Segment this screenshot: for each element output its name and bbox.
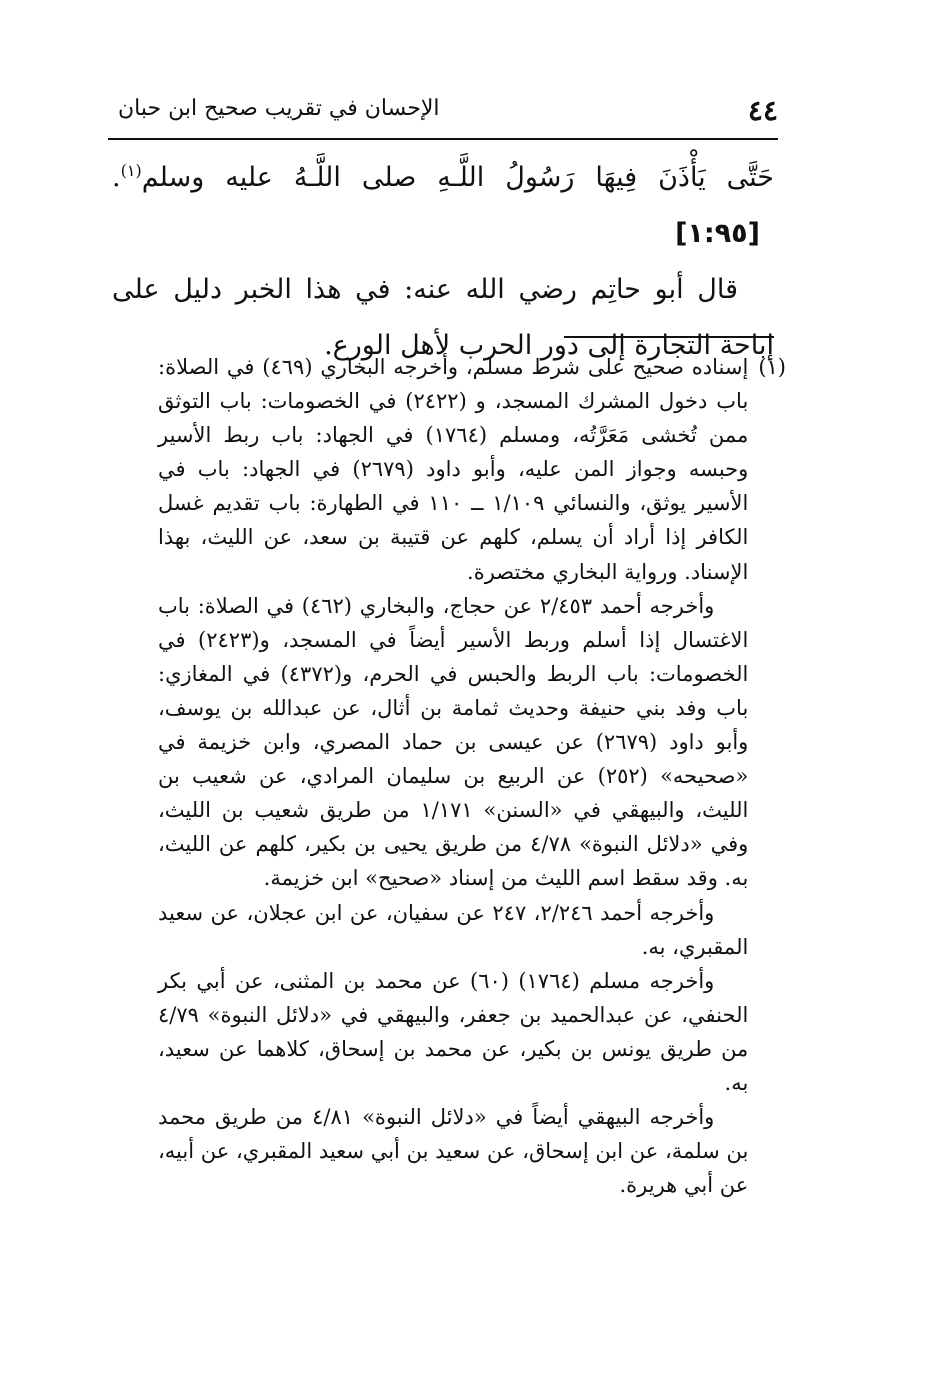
commentary: قال أبو حاتِم رضي الله عنه: في هذا الخبر دليل على إباحة التجارة إلى دور الحرب لأهل الورع.: [112, 274, 774, 361]
page-number: ٤٤: [747, 94, 778, 127]
footnote-body: [158, 350, 748, 1202]
page-header: [108, 92, 778, 132]
hadith-text: حَتَّى يَأْذَنَ فِيهَا رَسُولُ اللَّـهِ صلى اللَّـهُ عليه وسلم: [141, 162, 774, 193]
footnote-item: [106, 350, 786, 1202]
footnote-paragraph: وأخرجه أحمد ٢/٢٤٦، ٢٤٧ عن سفيان، عن ابن عجلان، عن سعيد المقبري، به.: [158, 900, 749, 959]
footnote-paragraph: وأخرجه أحمد ٢/٤٥٣ عن حجاج، والبخاري (٤٦٢) في الصلاة: باب الاغتسال إذا أسلم وربط الأسير أيضاً في المسجد، و(٢٤٢٣) في الخصومات: باب الربط والحبس في الحرم، و(٤٣٧٢) في المغازي: باب وفد بني حنيفة وحديث ثمامة بن أثال، عن عبدالله بن يوسف، وأبو داود (٢٦٧٩) عن عيسى بن حماد المصري، وابن خزيمة في «صحيحه» (٢٥٢) عن الربيع بن سليمان المرادي، عن شعيب بن الليث، والبيهقي في «السنن» ١/١٧١ من طريق شعيب بن الليث، وفي «دلائل النبوة» ٤/٧٨ من طريق يحيى بن بكير، كلهم عن الليث، به. وقد سقط اسم الليث من إسناد «صحيح» ابن خزيمة.: [158, 593, 749, 891]
main-text: [112, 150, 774, 374]
footnotes: [106, 350, 786, 1202]
hadith-reference: [١:٩٥]: [675, 218, 760, 249]
running-title: الإحسان في تقريب صحيح ابن حبان: [118, 96, 440, 121]
footnote-paragraph: إسناده صحيح على شرط مسلم، وأخرجه البخاري (٤٦٩) في الصلاة: باب دخول المشرك المسجد، و (٢٤٢٢) في الخصومات: باب التوثق ممن تُخشى مَعَرَّتُه، ومسلم (١٧٦٤) في الجهاد: باب ربط الأسير وحبسه وجواز المن عليه، وأبو داود (٢٦٧٩) في الجهاد: باب في الأسير يوثق، والنسائي ١/١٠٩ ــ ١١٠ في الطهارة: باب تقديم غسل الكافر إذا أراد أن يسلم، كلهم عن قتيبة بن سعد، عن الليث، بهذا الإسناد. ورواية البخاري مختصرة.: [158, 355, 749, 584]
header-rule: [108, 138, 778, 140]
footnote-paragraph: وأخرجه البيهقي أيضاً في «دلائل النبوة» ٤/٨١ من طريق محمد بن سلمة، عن ابن إسحاق، عن سعيد بن أبي سعيد المقبري، عن أبيه، عن أبي هريرة.: [158, 1105, 749, 1198]
hadith-line: حَتَّى يَأْذَنَ فِيهَا رَسُولُ اللَّـهِ صلى اللَّـهُ عليه وسلم$^{(١)}$. [١:٩٥]: [112, 161, 774, 249]
footnote-paragraph: وأخرجه مسلم (١٧٦٤) (٦٠) عن محمد بن المثنى، عن أبي بكر الحنفي، عن عبدالحميد بن جعفر، والبيهقي في «دلائل النبوة» ٤/٧٩ من طريق يونس بن بكير، عن محمد بن إسحاق، كلاهما عن سعيد، به.: [158, 968, 749, 1095]
footnote-number: (١): [758, 355, 786, 379]
footnote-marker: (١): [120, 161, 142, 180]
footnote-separator: [564, 336, 774, 338]
